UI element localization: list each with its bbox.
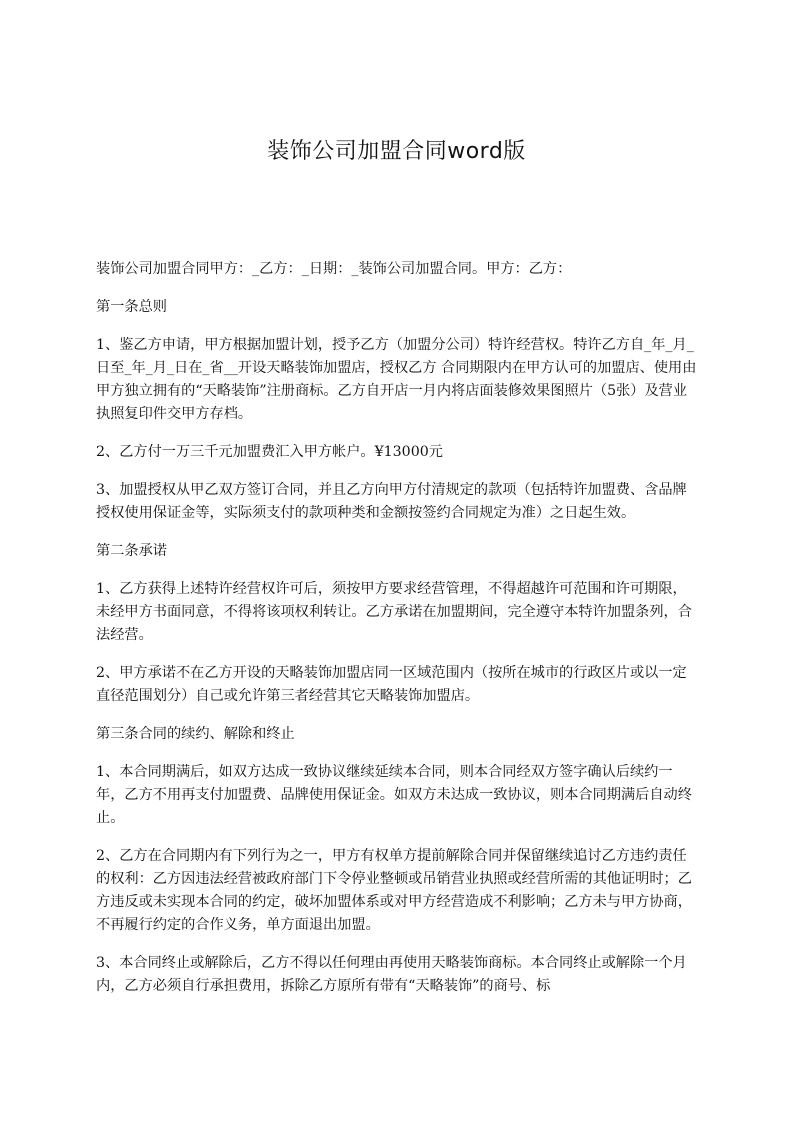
section-heading: 第三条合同的续约、解除和终止 — [96, 726, 295, 742]
clause-paragraph: 3、加盟授权从甲乙双方签订合同，并且乙方向甲方付清规定的款项（包括特许加盟费、含品牌授权使用保证金等，实际须支付的款项种类和金额按签约合同规定为准）之日起生效。 — [96, 482, 687, 521]
section-heading: 第二条承诺 — [96, 543, 167, 559]
clause-paragraph: 1、本合同期满后，如双方达成一致协议继续延续本合同，则本合同经双方签字确认后续约一年，乙方不用再支付加盟费、品牌使用保证金。如双方未达成一致协议，则本合同期满后自动终止。 — [96, 764, 692, 826]
section-heading: 第一条总则 — [96, 299, 167, 315]
document-body — [96, 258, 700, 1013]
clause-paragraph: 2、乙方在合同期内有下列行为之一，甲方有权单方提前解除合同并保留继续追讨乙方违约责任的权利：乙方因违法经营被政府部门下令停业整顿或吊销营业执照或经营所需的其他证明时；乙方违反或未实现本合同的约定，破坏加盟体系或对甲方经营造成不利影响；乙方未与甲方协商，不再履行约定的合作义务，单方面退出加盟。 — [96, 848, 692, 933]
clause-paragraph: 3、本合同终止或解除后，乙方不得以任何理由再使用天略装饰商标。本合同终止或解除一个月内，乙方必须自行承担费用，拆除乙方原所有带有“天略装饰”的商号、标 — [96, 955, 687, 994]
clause-paragraph: 1、鉴乙方申请，甲方根据加盟计划，授予乙方（加盟分公司）特许经营权。特许乙方自_年_月_日至_年_月_日在_省__开设天略装饰加盟店，授权乙方 合同期限内在甲方认可的加盟店、使用由甲方独立拥有的“天略装饰”注册商标。乙方自开店一月内将店面装修效果图照片（5张）及营业执照复印件交甲方存档。 — [96, 337, 697, 422]
clause-paragraph: 2、乙方付一万三千元加盟费汇入甲方帐户。¥13000元 — [96, 444, 443, 460]
clause-paragraph: 1、乙方获得上述特许经营权许可后，须按甲方要求经营管理，不得超越许可范围和许可期限，未经甲方书面同意，不得将该项权利转让。乙方承诺在加盟期间，完全遵守本特许加盟条列，合法经营。 — [96, 581, 692, 643]
intro-paragraph: 装饰公司加盟合同甲方：_乙方：_日期：_装饰公司加盟合同。甲方：乙方： — [96, 261, 572, 277]
document-title: 装饰公司加盟合同word版 — [267, 139, 526, 164]
clause-paragraph: 2、甲方承诺不在乙方开设的天略装饰加盟店同一区域范围内（按所在城市的行政区片或以一定直径范围划分）自己或允许第三者经营其它天略装饰加盟店。 — [96, 665, 687, 704]
